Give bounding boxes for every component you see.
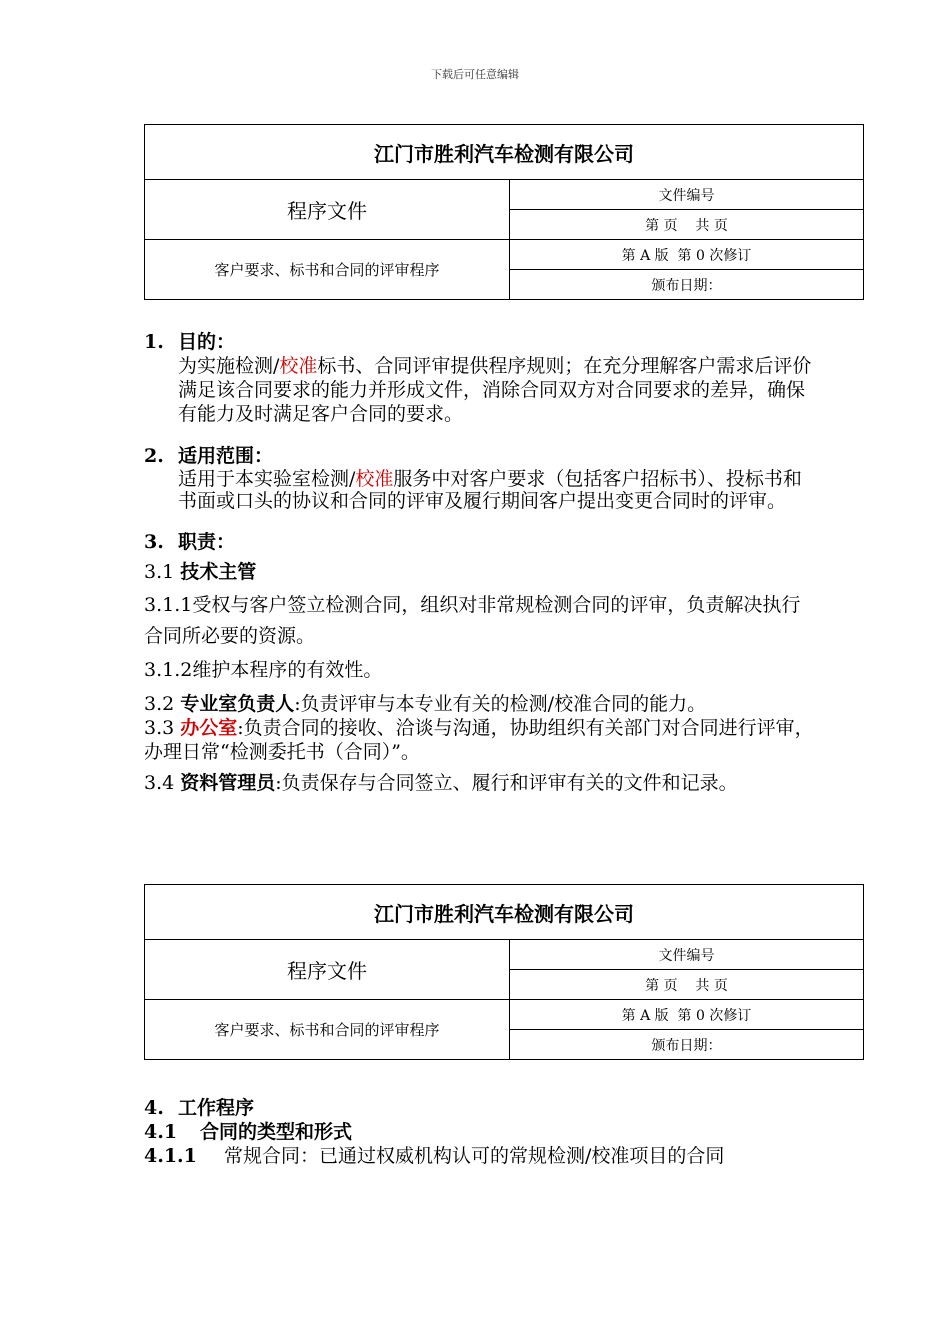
section-3-heading (144, 530, 814, 554)
section-3-3-number: 3.3 (144, 717, 175, 739)
section-2-heading (144, 444, 814, 468)
section-3-3-title: 办公室 (180, 717, 238, 739)
section-3-3 (144, 716, 814, 764)
section-3-3-text: :负责合同的接收、洽谈与沟通，协助组织有关部门对合同进行评审，办理日常“检测委托书（合同）”。 (144, 717, 814, 763)
section-3-2-text: :负责评审与本专业有关的检测/校准合同的能力。 (294, 693, 707, 715)
page-count-label: 第 页 共 页 (510, 210, 864, 240)
doc-type: 程序文件 (145, 180, 510, 240)
procedure-name: 客户要求、标书和合同的评审程序 (145, 1000, 510, 1060)
section-3-1-2: 3.1.2维护本程序的有效性。 (144, 659, 383, 681)
section-4-heading (144, 1096, 814, 1120)
section-3-2-number: 3.2 (144, 693, 175, 715)
section-3-number: 3. (144, 531, 164, 553)
section-4-1-title: 合同的类型和形式 (200, 1121, 353, 1143)
section-4-title: 工作程序 (178, 1097, 255, 1119)
company-name: 江门市胜利汽车检测有限公司 (145, 125, 864, 180)
section-1-heading (144, 330, 814, 354)
issue-date-label: 颁布日期： (510, 1030, 864, 1060)
top-note: 下载后可任意编辑 (431, 68, 519, 81)
section-2-number: 2. (144, 445, 164, 467)
procedure-name: 客户要求、标书和合同的评审程序 (145, 240, 510, 300)
section-3-1 (144, 560, 814, 584)
section-3-2 (144, 692, 814, 716)
header-table-2 (144, 884, 864, 1060)
section-4-1-heading (144, 1120, 814, 1144)
section-2-body (144, 468, 814, 512)
section-3-1-title: 技术主管 (180, 561, 257, 583)
section-3-4-title: 资料管理员 (180, 772, 276, 794)
section-2-text-b: 服务中对客户要求（包括客户招标书）、投标书和书面或口头的协议和合同的评审及履行期间客户提出变更合同时的评审。 (178, 468, 802, 512)
section-3-4 (144, 768, 814, 799)
section-3-4-text: :负责保存与合同签立、履行和评审有关的文件和记录。 (275, 772, 738, 794)
section-3-1-number: 3.1 (144, 561, 175, 583)
section-1-text-a: 为实施检测/ (178, 355, 280, 377)
file-number-label: 文件编号 (510, 180, 864, 210)
section-1-body (144, 354, 814, 426)
doc-type: 程序文件 (145, 940, 510, 1000)
issue-date-label: 颁布日期： (510, 270, 864, 300)
section-1-number: 1. (144, 331, 164, 353)
section-3-title: 职责： (178, 531, 236, 553)
section-3-1-1: 3.1.1受权与客户签立检测合同，组织对非常规检测合同的评审，负责解决执行合同所必要的资源。 (144, 594, 801, 647)
content-block-1 (144, 330, 814, 799)
section-4-1-1 (144, 1144, 814, 1168)
section-3-4-number: 3.4 (144, 772, 175, 794)
section-1-text-b: 标书、合同评审提供程序规则；在充分理解客户需求后评价满足该合同要求的能力并形成文件，消除合同双方对合同要求的差异，确保有能力及时满足客户合同的要求。 (178, 355, 812, 425)
section-4-number: 4. (144, 1097, 164, 1119)
section-1-title: 目的： (178, 331, 236, 353)
page-count-label: 第 页 共 页 (510, 970, 864, 1000)
section-4-1-number: 4.1 (144, 1121, 178, 1143)
section-4-1-1-number: 4.1.1 (144, 1145, 197, 1167)
section-2-title: 适用范围： (178, 445, 274, 467)
section-2-text-red: 校准 (355, 468, 394, 490)
section-3-2-title: 专业室负责人 (180, 693, 295, 715)
section-4-1-1-text: 常规合同：已通过权威机构认可的常规检测/校准项目的合同 (224, 1145, 725, 1167)
content-block-2 (144, 1096, 814, 1168)
company-name: 江门市胜利汽车检测有限公司 (145, 885, 864, 940)
section-1-text-red: 校准 (279, 355, 318, 377)
file-number-label: 文件编号 (510, 940, 864, 970)
header-table-1 (144, 124, 864, 300)
version-label: 第 A 版 第 0 次修订 (510, 1000, 864, 1030)
section-2-text-a: 适用于本实验室检测/ (178, 468, 356, 490)
version-label: 第 A 版 第 0 次修订 (510, 240, 864, 270)
